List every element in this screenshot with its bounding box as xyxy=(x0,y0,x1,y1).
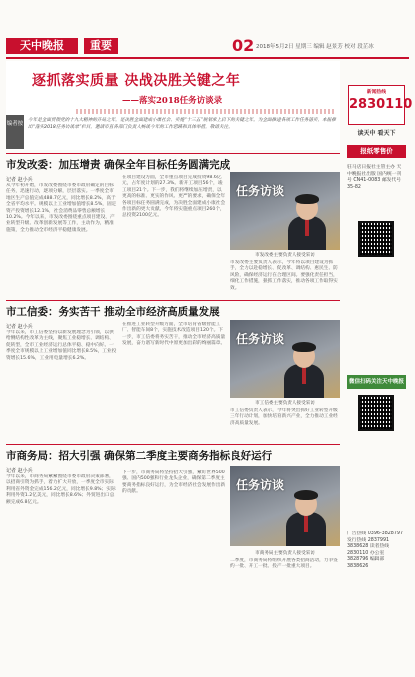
editor-label: 编者按 xyxy=(6,115,24,149)
section-tag: 重要 xyxy=(84,38,118,54)
red-tag: 报纸零售价 xyxy=(347,145,406,158)
article-body: 市工信委负责人表示，今年将突出抓好工业转型升级三年行动计划，加快培育新兴产业，全力推动工业经济高质量发展。 xyxy=(230,408,338,426)
photo-caption: 市商务局主要负责人接受采访 xyxy=(255,551,315,556)
article-body: 下一步，市商务局将坚持招大引强，紧盯世界500强、国内500强和行业龙头企业，确保第二季度主要商务指标良好运行，为全市经济社会发展作出新的贡献。 xyxy=(122,470,226,495)
photo-label: 任务访谈 xyxy=(236,332,285,346)
article-body: 在推进工业转型升级方面，全市培育省级智能工厂、智能车间8个，实施技术改造项目120个。下一步，市工信委将务实苦干，推动全市经济高质量发展，奋力谱写新时代中原更加出彩的绚丽篇章。 xyxy=(122,322,226,347)
article-body: 市发改委主要负责人表示，今年将以项目建设为抓手，全力以赴稳增长、促改革、调结构、惠民生、防风险，确保经济运行在合理区间。要强化责任担当，细化工作措施，狠抓工作落实，推动各项工作取得实效。 xyxy=(230,260,338,291)
banner-headline: 逐抓落实质量 决战决胜关键之年 xyxy=(32,73,241,89)
article-byline: 记者 赵小兵 xyxy=(6,177,33,183)
masthead-rule xyxy=(6,57,409,59)
article-photo xyxy=(230,466,340,546)
article-title[interactable]: 市发改委：加压增责 确保全年目标任务圆满完成 xyxy=(6,159,231,171)
article-body: 二季度，市商务局将组织开展各类招商活动，力争签约一批、开工一批、投产一批重大项目。 xyxy=(230,558,338,570)
green-tag: 微信扫码关注天中晚报 xyxy=(347,375,406,389)
article-title[interactable]: 市商务局：招大引强 确保第二季度主要商务指标良好运行 xyxy=(6,450,273,462)
page-number: 02 xyxy=(232,36,255,55)
dateline: 2018年5月2日 星期三 编辑 赵景芳 校对 段芷冰 xyxy=(256,44,374,50)
subscription-info: 驻马店日报社主管主办 天中晚报社出版 国内统一刊号 CN41-0083 邮发代号 35-82 xyxy=(347,165,402,190)
contact-info: 广告热线 0396-3828797 发行热线 2837991 3838628 读者热线 2830110 办公室 3828796 编辑部 3838626 xyxy=(347,531,404,569)
masthead xyxy=(0,0,415,60)
photo-caption: 市工信委主要负责人接受采访 xyxy=(255,401,315,406)
article-photo xyxy=(230,172,340,250)
article-byline: 记者 赵小兵 xyxy=(6,324,33,330)
editor-note-text: 今年是全面贯彻党的十九大精神的开局之年，是决胜全面建成小康社会、实施“十三五”规划承上启下的关键之年。为全面推进各项工作任务落实，本报推出“落实2018任务访谈录”栏目，邀请市直各部门负责人畅谈今年的工作思路和具体举措，敬请关注。 xyxy=(28,118,336,130)
divider xyxy=(6,153,340,154)
article-body: 从今年初开始，市发改委围绕市委市政府确定的目标任务，迅速行动，逐项分解，层层落实。一季度全市地区生产总值完成488.7亿元，同比增长8.2%，高于全省平均水平。规模以上工业增加值增长8.5%，固定资产投资增长12.1%，社会消费品零售总额增长10.2%。今年以来，市发改委围绕重点项目建设、产业转型升级、改革创新发展等工作，主动作为，精准施策，全力推动全市经济平稳健康发展。 xyxy=(6,183,117,233)
divider xyxy=(6,300,340,301)
editor-note xyxy=(6,114,340,150)
article-byline: 记者 赵小兵 xyxy=(6,468,33,474)
qr-code[interactable] xyxy=(358,221,394,257)
qr-code[interactable] xyxy=(358,395,394,431)
article-photo xyxy=(230,320,340,398)
photo-label: 任务访谈 xyxy=(236,478,285,492)
right-sidebar xyxy=(344,61,413,671)
article-title[interactable]: 市工信委：务实苦干 推动全市经济高质量发展 xyxy=(6,306,220,318)
article-body: 今年以来，市工信委坚持以新发展理念为引领，以供给侧结构性改革为主线，聚焦工业稳增长、调结构、促转型，全市工业经济运行总体平稳、稳中向好。一季度全市规模以上工业增加值同比增长8.5%，工业投资增长15.6%，工业用电量增长6.2%。 xyxy=(6,330,117,361)
hotline-box xyxy=(348,85,413,125)
top-caption: 读天中 看天下 xyxy=(357,130,396,137)
hotline-label: 新闻热线 xyxy=(366,90,387,95)
divider xyxy=(6,444,340,445)
photo-label: 任务访谈 xyxy=(236,184,285,198)
article-body: 在项目建设方面，全市重点项目完成投资98.6亿元，占年度计划的27.3%。新开工项目56个，竣工项目21个。下一步，我们将继续加压增责，以更高的标准、更实的作风、更严的要求，确保全年各项目标任务圆满完成，为决胜全面建成小康社会作出新的更大贡献。今年将实施重点项目260个，总投资2100亿元。 xyxy=(122,175,226,219)
article-body: 今年以来，市商务局紧紧围绕市委市政府决策部署，以招商引资为抓手，着力扩大开放，一季度全市实际利用省外资金完成156.2亿元，同比增长9.8%；实际利用外资1.2亿美元，同比增长8.6%；外贸进出口总额完成6.8亿元。 xyxy=(6,474,116,505)
hotline-number: 2830110 xyxy=(349,96,413,112)
photo-caption: 市发改委主要负责人接受采访 xyxy=(255,253,315,258)
newspaper-logo: 天中晚报 xyxy=(6,38,78,54)
banner-subhead: ——落实2018任务访谈录 xyxy=(122,96,223,106)
